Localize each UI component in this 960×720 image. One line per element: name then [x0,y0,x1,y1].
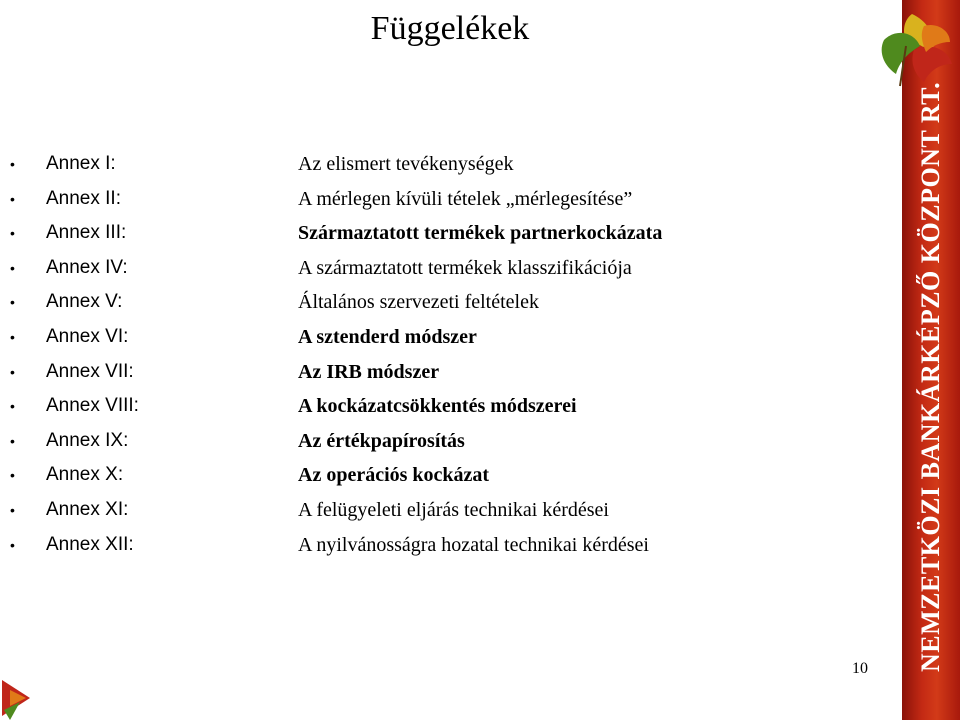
annex-description: Az elismert tevékenységek [298,153,514,175]
annex-row [0,493,900,528]
bullet-icon: • [10,467,15,484]
autumn-leaves-icon [866,6,958,96]
annex-description: A sztenderd módszer [298,325,477,348]
corner-logo-icon [0,676,40,720]
annex-row [0,355,900,390]
annex-label: Annex VIII: [46,395,139,417]
annex-description: A kockázatcsökkentés módszerei [298,395,577,418]
slide-title: Függelékek [370,10,530,47]
bullet-icon: • [10,328,15,345]
annex-label: Annex XII: [46,533,134,555]
annex-description: Származtatott termékek partnerkockázata [298,222,663,245]
bullet-icon: • [10,225,15,242]
bullet-icon: • [10,190,15,207]
annex-description: A felügyeleti eljárás technikai kérdései [298,498,609,521]
annex-label: Annex VII: [46,360,134,382]
sidebar-brand-label: NEMZETKÖZI BANKÁRKÉPZŐ KÖZPONT RT. [916,81,945,672]
bullet-icon: • [10,259,15,276]
annex-label: Annex IX: [46,429,129,451]
sidebar-brand-text [914,0,948,672]
bullet-icon: • [10,156,15,172]
annex-description: A származtatott termékek klasszifikációja [298,256,632,279]
annex-row [0,458,900,493]
page-number: 10 [852,660,868,677]
annex-label: Annex II: [46,187,121,209]
annex-row [0,182,900,217]
brand-sidebar [902,0,960,720]
annex-row [0,251,900,286]
annex-label: Annex IV: [46,256,128,278]
annex-row [0,528,900,563]
annex-row [0,216,900,251]
annex-label: Annex III: [46,222,127,244]
bullet-icon: • [10,294,15,311]
annex-row [0,285,900,320]
annex-description: Általános szervezeti feltételek [298,291,539,314]
bullet-icon: • [10,432,15,449]
annex-row [0,320,900,355]
annex-label: Annex V: [46,291,123,313]
bullet-icon: • [10,398,15,415]
annex-list [0,147,900,562]
annex-row [0,389,900,424]
bullet-icon: • [10,536,15,553]
annex-label: Annex X: [46,464,124,486]
annex-description: Az értékpapírosítás [298,429,465,452]
bullet-icon: • [10,501,15,518]
annex-label: Annex XI: [46,498,129,520]
annex-description: Az IRB módszer [298,360,440,383]
annex-description: A mérlegen kívüli tételek „mérlegesítése” [298,187,633,210]
annex-description: A nyilvánosságra hozatal technikai kérdései [298,533,649,556]
annex-description: Az operációs kockázat [298,464,490,487]
annex-label: Annex VI: [46,325,129,347]
annex-label: Annex I: [46,153,116,174]
annex-row [0,147,900,182]
annex-row [0,424,900,459]
bullet-icon: • [10,363,15,380]
